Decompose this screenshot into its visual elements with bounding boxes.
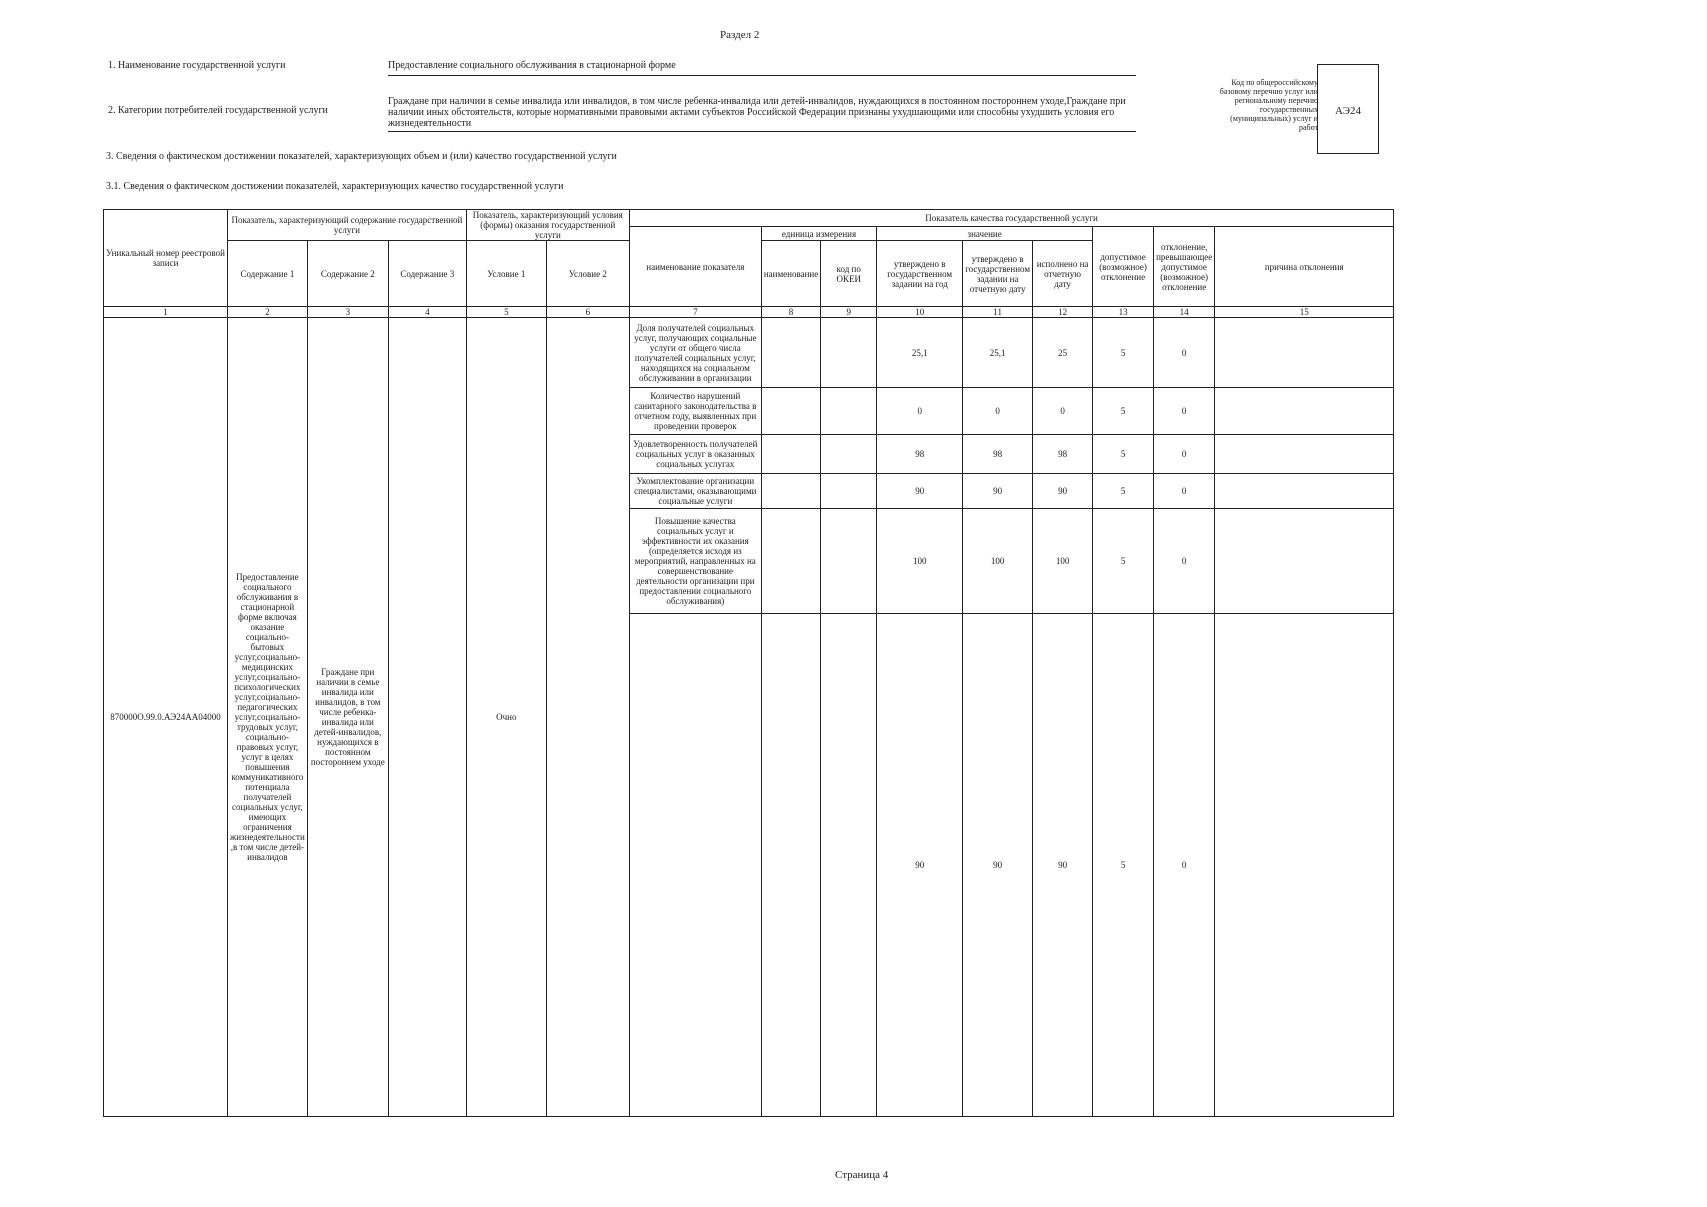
header-condition-group: Показатель, характеризующий условия (формы) оказания государственной услуги (466, 210, 629, 241)
exceeding-deviation: 0 (1154, 388, 1215, 435)
header-indicator-name: наименование показателя (629, 227, 761, 307)
value-report: 90 (963, 474, 1033, 509)
allowed-deviation: 5 (1093, 474, 1154, 509)
value-done: 90 (1033, 474, 1093, 509)
allowed-deviation: 5 (1093, 614, 1154, 1117)
header-condition1: Условие 1 (466, 241, 546, 307)
quality-table (103, 209, 1394, 1117)
allowed-deviation: 5 (1093, 388, 1154, 435)
header-quality-group: Показатель качества государственной услуги (629, 210, 1393, 227)
exceeding-deviation: 0 (1154, 435, 1215, 474)
value-year: 90 (877, 614, 963, 1117)
code-value: АЭ24 (1335, 105, 1361, 117)
service-name-value: Предоставление социального обслуживания в стационарной форме (388, 61, 1136, 76)
unit-name (761, 614, 820, 1117)
col-number: 12 (1033, 307, 1093, 318)
category-label: 2. Категории потребителей государственной услуги (108, 105, 328, 116)
value-report: 90 (963, 614, 1033, 1117)
unit-okei (821, 435, 877, 474)
header-value-done: исполнено на отчетную дату (1033, 241, 1093, 307)
unit-okei (821, 614, 877, 1117)
header-content1: Содержание 1 (228, 241, 308, 307)
col-number: 5 (466, 307, 546, 318)
indicator-name: Удовлетворенность получателей социальных услуг в оказанных социальных услугах (629, 435, 761, 474)
deviation-reason (1215, 388, 1394, 435)
header-deviation-reason: причина отклонения (1215, 227, 1394, 307)
header-content3: Содержание 3 (388, 241, 466, 307)
unit-okei (821, 388, 877, 435)
exceeding-deviation: 0 (1154, 318, 1215, 388)
unit-name (761, 474, 820, 509)
allowed-deviation: 5 (1093, 318, 1154, 388)
col-number: 10 (877, 307, 963, 318)
value-done: 0 (1033, 388, 1093, 435)
content3-value (388, 318, 466, 1117)
header-unique-number: Уникальный номер реестровой записи (104, 210, 228, 307)
content1-value: Предоставление социального обслуживания в стационарной форме включая оказание социально-бытовых услуг,социально-медицинских услуг,социально-психологических услуг,социально-педагогических услуг,социально-трудовых услуг, социально-правовых услуг, услуг в целях повышения коммуникативного потенциала получателей социальных услуг, имеющих ограничения жизнедеятельности ,в том числе детей-инвалидов (228, 318, 308, 1117)
header-exceeding-deviation: отклонение, превышающее допустимое (возможное) отклонение (1154, 227, 1215, 307)
category-value: Граждане при наличии в семье инвалида или инвалидов, в том числе ребенка-инвалида или детей-инвалидов, нуждающихся в постоянном постороннем уходе,Граждане при наличии иных обстоятельств, которые нормативными правовыми актами субъектов Российской Федерации признаны ухудшающими или способны ухудшить условия его жизнедеятельности (388, 96, 1136, 132)
header-value-report: утверждено в государственном задании на отчетную дату (963, 241, 1033, 307)
col-number: 9 (821, 307, 877, 318)
exceeding-deviation: 0 (1154, 474, 1215, 509)
condition2-value (546, 318, 629, 1117)
header-value-year: утверждено в государственном задании на год (877, 241, 963, 307)
col-number: 11 (963, 307, 1033, 318)
header-content2: Содержание 2 (307, 241, 388, 307)
unit-name (761, 318, 820, 388)
deviation-reason (1215, 474, 1394, 509)
col-number: 14 (1154, 307, 1215, 318)
condition1-value: Очно (466, 318, 546, 1117)
service-name-label: 1. Наименование государственной услуги (108, 60, 286, 71)
section31-title: 3.1. Сведения о фактическом достижении показателей, характеризующих качество государственной услуги (106, 181, 564, 192)
section3-title: 3. Сведения о фактическом достижении показателей, характеризующих объем и (или) качество государственной услуги (106, 151, 617, 162)
exceeding-deviation: 0 (1154, 614, 1215, 1117)
col-number: 4 (388, 307, 466, 318)
col-number: 13 (1093, 307, 1154, 318)
header-condition2: Условие 2 (546, 241, 629, 307)
code-box (1317, 64, 1379, 154)
value-report: 100 (963, 509, 1033, 614)
value-year: 25,1 (877, 318, 963, 388)
unit-okei (821, 474, 877, 509)
value-year: 98 (877, 435, 963, 474)
col-number: 1 (104, 307, 228, 318)
deviation-reason (1215, 318, 1394, 388)
deviation-reason (1215, 509, 1394, 614)
record-number: 870000О.99.0.АЭ24АА04000 (104, 318, 228, 1117)
unit-name (761, 388, 820, 435)
allowed-deviation: 5 (1093, 435, 1154, 474)
value-report: 0 (963, 388, 1033, 435)
header-content-group: Показатель, характеризующий содержание государственной услуги (228, 210, 467, 241)
value-done: 98 (1033, 435, 1093, 474)
col-number: 2 (228, 307, 308, 318)
value-year: 90 (877, 474, 963, 509)
deviation-reason (1215, 435, 1394, 474)
table-row (104, 318, 1394, 388)
value-report: 98 (963, 435, 1033, 474)
header-value-group: значение (877, 227, 1093, 241)
unit-okei (821, 509, 877, 614)
header-unit-name: наименование (761, 241, 820, 307)
col-number: 15 (1215, 307, 1394, 318)
value-done: 25 (1033, 318, 1093, 388)
section-title: Раздел 2 (720, 29, 760, 41)
code-label: Код по общероссийскому базовому перечню услуг или региональному перечню государственных (муниципальных) услуг и работ (1219, 78, 1318, 132)
header-allowed-deviation: допустимое (возможное) отклонение (1093, 227, 1154, 307)
indicator-name: Доля получателей социальных услуг, получающих социальные услуги от общего числа получателей социальных услуг, находящихся на социальном обслуживании в организации (629, 318, 761, 388)
unit-name (761, 509, 820, 614)
indicator-name: Количество нарушений санитарного законодательства в отчетном году, выявленных при проведении проверок (629, 388, 761, 435)
header-unit-okei: код по ОКЕИ (821, 241, 877, 307)
col-number: 8 (761, 307, 820, 318)
unit-name (761, 435, 820, 474)
allowed-deviation: 5 (1093, 509, 1154, 614)
deviation-reason (1215, 614, 1394, 1117)
value-year: 0 (877, 388, 963, 435)
value-year: 100 (877, 509, 963, 614)
col-number: 7 (629, 307, 761, 318)
exceeding-deviation: 0 (1154, 509, 1215, 614)
indicator-name: Укомплектование организации специалистами, оказывающими социальные услуги (629, 474, 761, 509)
indicator-name (629, 614, 761, 1117)
content2-value: Граждане при наличии в семье инвалида или инвалидов, в том числе ребенка-инвалида или детей-инвалидов, нуждающихся в постоянном постороннем уходе (307, 318, 388, 1117)
col-number: 6 (546, 307, 629, 318)
col-number: 3 (307, 307, 388, 318)
value-done: 90 (1033, 614, 1093, 1117)
unit-okei (821, 318, 877, 388)
value-done: 100 (1033, 509, 1093, 614)
indicator-name: Повышение качества социальных услуг и эффективности их оказания (определяется исходя из мероприятий, направленных на совершенствование деятельности организации при предоставлении социального обслуживания) (629, 509, 761, 614)
page-number: Страница 4 (835, 1169, 889, 1181)
header-unit-group: единица измерения (761, 227, 876, 241)
value-report: 25,1 (963, 318, 1033, 388)
